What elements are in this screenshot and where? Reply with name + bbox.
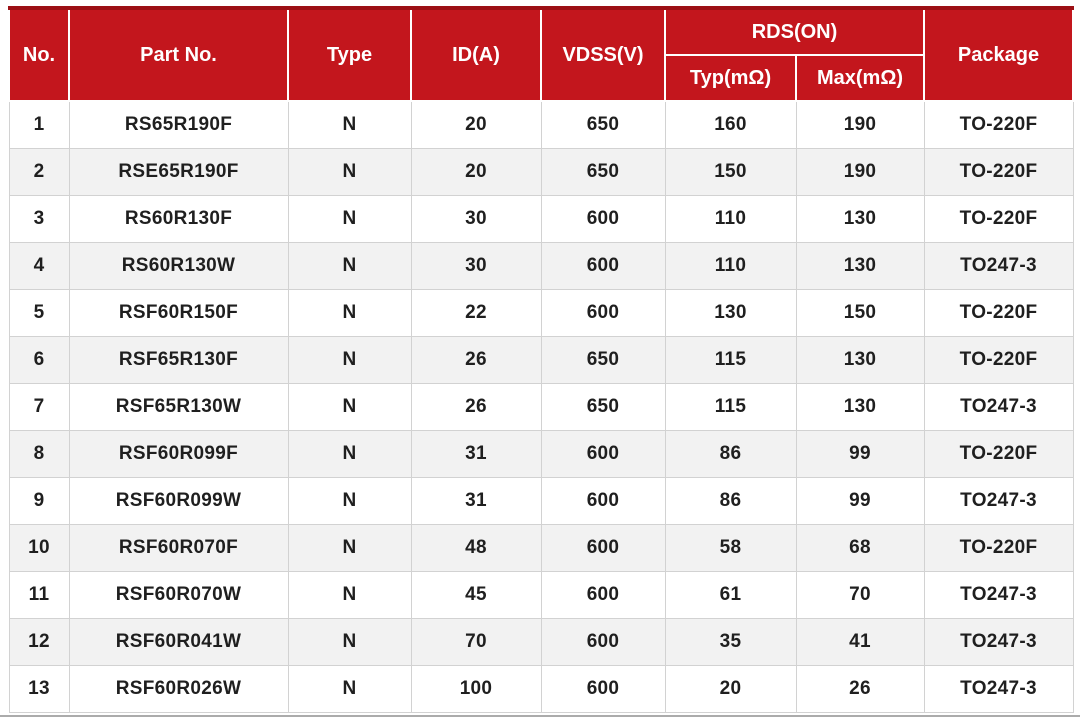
cell-vdss-v: 600 (541, 431, 665, 478)
cell-vdss-v: 650 (541, 101, 665, 149)
cell-max-mohm: 26 (796, 666, 924, 713)
cell-package: TO247-3 (924, 384, 1073, 431)
cell-vdss-v: 650 (541, 384, 665, 431)
cell-vdss-v: 600 (541, 525, 665, 572)
header-cell-type: Type (288, 8, 411, 101)
cell-no: 5 (9, 290, 69, 337)
cell-id-a: 22 (411, 290, 541, 337)
cell-id-a: 26 (411, 337, 541, 384)
cell-type: N (288, 525, 411, 572)
cell-package: TO-220F (924, 337, 1073, 384)
cell-max-mohm: 190 (796, 101, 924, 149)
cell-package: TO-220F (924, 525, 1073, 572)
header-cell-typ-mohm: Typ(mΩ) (665, 55, 796, 101)
cell-id-a: 70 (411, 619, 541, 666)
cell-type: N (288, 478, 411, 525)
cell-type: N (288, 196, 411, 243)
cell-max-mohm: 68 (796, 525, 924, 572)
cell-no: 10 (9, 525, 69, 572)
cell-id-a: 20 (411, 101, 541, 149)
cell-max-mohm: 41 (796, 619, 924, 666)
cell-max-mohm: 150 (796, 290, 924, 337)
cell-package: TO-220F (924, 431, 1073, 478)
cell-typ-mohm: 61 (665, 572, 796, 619)
cell-package: TO-220F (924, 196, 1073, 243)
cell-max-mohm: 99 (796, 431, 924, 478)
table-row (9, 243, 1073, 290)
cell-package: TO247-3 (924, 572, 1073, 619)
cell-vdss-v: 600 (541, 619, 665, 666)
header-cell-vdss: VDSS(V) (541, 8, 665, 101)
cell-no: 9 (9, 478, 69, 525)
cell-type: N (288, 149, 411, 196)
cell-typ-mohm: 110 (665, 196, 796, 243)
cell-id-a: 31 (411, 478, 541, 525)
table-header (9, 8, 1073, 101)
cell-vdss-v: 600 (541, 572, 665, 619)
cell-part-no: RS65R190F (69, 101, 288, 149)
table-row (9, 101, 1073, 149)
cell-no: 11 (9, 572, 69, 619)
cell-part-no: RSF65R130W (69, 384, 288, 431)
cell-no: 6 (9, 337, 69, 384)
cell-max-mohm: 130 (796, 196, 924, 243)
cell-max-mohm: 99 (796, 478, 924, 525)
table-row (9, 525, 1073, 572)
cell-type: N (288, 243, 411, 290)
cell-id-a: 48 (411, 525, 541, 572)
cell-vdss-v: 650 (541, 337, 665, 384)
cell-id-a: 45 (411, 572, 541, 619)
cell-typ-mohm: 86 (665, 431, 796, 478)
table-row (9, 572, 1073, 619)
cell-typ-mohm: 86 (665, 478, 796, 525)
cell-id-a: 100 (411, 666, 541, 713)
cell-id-a: 30 (411, 196, 541, 243)
table-row (9, 196, 1073, 243)
cell-typ-mohm: 20 (665, 666, 796, 713)
table-row (9, 290, 1073, 337)
cell-no: 1 (9, 101, 69, 149)
cell-typ-mohm: 115 (665, 337, 796, 384)
cell-package: TO247-3 (924, 619, 1073, 666)
cell-max-mohm: 70 (796, 572, 924, 619)
header-cell-max-mohm: Max(mΩ) (796, 55, 924, 101)
cell-part-no: RSE65R190F (69, 149, 288, 196)
cell-part-no: RSF60R150F (69, 290, 288, 337)
cell-vdss-v: 600 (541, 243, 665, 290)
table-row (9, 431, 1073, 478)
cell-max-mohm: 130 (796, 243, 924, 290)
cell-type: N (288, 431, 411, 478)
cell-type: N (288, 666, 411, 713)
cell-package: TO247-3 (924, 478, 1073, 525)
cell-id-a: 20 (411, 149, 541, 196)
cell-no: 7 (9, 384, 69, 431)
cell-typ-mohm: 160 (665, 101, 796, 149)
cell-id-a: 26 (411, 384, 541, 431)
cell-package: TO-220F (924, 149, 1073, 196)
cell-package: TO-220F (924, 290, 1073, 337)
cell-package: TO-220F (924, 101, 1073, 149)
cell-package: TO247-3 (924, 666, 1073, 713)
cell-typ-mohm: 110 (665, 243, 796, 290)
header-cell-part-no: Part No. (69, 8, 288, 101)
header-cell-no: No. (9, 8, 69, 101)
cell-type: N (288, 572, 411, 619)
mosfet-spec-table (8, 6, 1074, 713)
cell-no: 4 (9, 243, 69, 290)
header-cell-package: Package (924, 8, 1073, 101)
table-row (9, 384, 1073, 431)
cell-package: TO247-3 (924, 243, 1073, 290)
cell-part-no: RSF60R041W (69, 619, 288, 666)
table-row (9, 478, 1073, 525)
cell-typ-mohm: 58 (665, 525, 796, 572)
cell-max-mohm: 190 (796, 149, 924, 196)
cell-typ-mohm: 130 (665, 290, 796, 337)
cell-vdss-v: 600 (541, 290, 665, 337)
cell-part-no: RSF60R099F (69, 431, 288, 478)
cell-vdss-v: 600 (541, 666, 665, 713)
cell-vdss-v: 600 (541, 196, 665, 243)
cell-part-no: RSF60R026W (69, 666, 288, 713)
cell-id-a: 31 (411, 431, 541, 478)
cell-type: N (288, 101, 411, 149)
cell-vdss-v: 650 (541, 149, 665, 196)
cell-max-mohm: 130 (796, 384, 924, 431)
cell-part-no: RSF60R099W (69, 478, 288, 525)
table-row (9, 619, 1073, 666)
cell-typ-mohm: 115 (665, 384, 796, 431)
cell-type: N (288, 384, 411, 431)
cell-type: N (288, 337, 411, 384)
table-body (9, 101, 1073, 713)
cell-type: N (288, 290, 411, 337)
table-row (9, 149, 1073, 196)
cell-part-no: RSF60R070W (69, 572, 288, 619)
table-row (9, 666, 1073, 713)
cell-part-no: RS60R130F (69, 196, 288, 243)
cell-no: 13 (9, 666, 69, 713)
cell-part-no: RSF60R070F (69, 525, 288, 572)
cell-no: 2 (9, 149, 69, 196)
cell-typ-mohm: 150 (665, 149, 796, 196)
cell-typ-mohm: 35 (665, 619, 796, 666)
bottom-divider (0, 715, 1080, 717)
cell-type: N (288, 619, 411, 666)
cell-max-mohm: 130 (796, 337, 924, 384)
table-row (9, 337, 1073, 384)
cell-part-no: RSF65R130F (69, 337, 288, 384)
cell-part-no: RS60R130W (69, 243, 288, 290)
header-cell-rds-on: RDS(ON) (665, 8, 924, 55)
cell-id-a: 30 (411, 243, 541, 290)
header-cell-id: ID(A) (411, 8, 541, 101)
cell-vdss-v: 600 (541, 478, 665, 525)
cell-no: 8 (9, 431, 69, 478)
cell-no: 3 (9, 196, 69, 243)
cell-no: 12 (9, 619, 69, 666)
